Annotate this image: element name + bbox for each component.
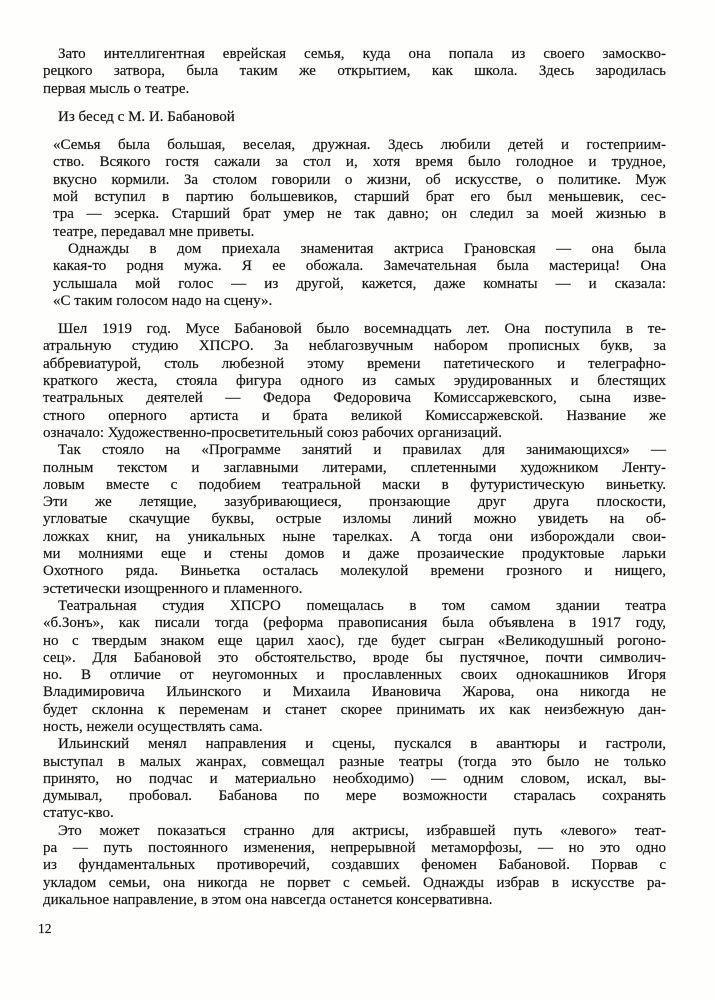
text-line: Ильинский менял направления и сцены, пускался в авантюры и гастроли, xyxy=(58,736,666,753)
text-line: «С таким голосом надо на сцену». xyxy=(53,292,273,309)
paragraph xyxy=(43,823,666,909)
text-line: полным текстом и заглавными литерами, сплетенными художником Ленту- xyxy=(43,459,666,476)
page-number: 12 xyxy=(38,921,52,936)
paragraph xyxy=(43,321,666,442)
text-line: какая-то родня мужа. Я ее обожала. Замечательная была мастерица! Она xyxy=(53,258,666,275)
text-line: статус-кво. xyxy=(43,805,114,822)
paragraph xyxy=(43,442,666,598)
paragraph xyxy=(43,598,666,736)
quote-paragraph xyxy=(43,241,666,310)
text-line: выступал в малых жанрах, совмещал разные театры (тогда это было не только xyxy=(43,753,666,770)
text-line: Зато интеллигентная еврейская семья, куда она попала из своего замоскво- xyxy=(58,46,666,62)
text-line: ложках книг, на уникальных ныне тарелках. А тогда они изборождали свои- xyxy=(43,528,666,545)
text-line: первая мысль о театре. xyxy=(43,80,190,97)
text-line: ловым вместе с подобием театральной маски в футуристическую виньетку. xyxy=(43,476,666,493)
text-line: рецкого затвора, была таким же открытием, как школа. Здесь зародилась xyxy=(43,63,666,80)
text-line: Из бесед с М. И. Бабановой xyxy=(58,108,235,125)
paragraph xyxy=(43,736,666,822)
quote-paragraph xyxy=(43,137,666,241)
text-line: театральных деятелей — Федора Федоровича Комиссаржевского, сына изве- xyxy=(43,390,666,407)
text-line: «Семья была большая, веселая, дружная. Здесь любили детей и гостеприим- xyxy=(53,137,666,154)
text-line: услышала мой голос — из другой, кажется, даже комнаты — и сказала: xyxy=(53,275,666,292)
text-line: Владимировича Ильинского и Михаила Ивановича Жарова, она никогда не xyxy=(43,684,666,701)
text-line: театре, передавал мне приветы. xyxy=(53,223,255,240)
text-line: Шел 1919 год. Мусе Бабановой было восемнадцать лет. Она поступила в те- xyxy=(58,321,666,338)
text-line: думывал, пробовал. Бабанова по мере возможности старалась сохранять xyxy=(43,788,666,805)
text-line: Так стояло на «Программе занятий и правилах для занимающихся» — xyxy=(58,442,666,459)
text-line: тра — эсерка. Старший брат умер не так давно; он следил за моей жизнью в xyxy=(53,206,666,223)
text-line: сец». Для Бабановой это обстоятельство, вроде бы пустячное, почти символич- xyxy=(43,649,666,666)
text-line: Охотного ряда. Виньетка осталась молекулой времени грозного и нищего, xyxy=(43,563,666,580)
text-line: ра — путь постоянного изменения, непрерывной метаморфозы, — но это одно xyxy=(43,840,666,857)
text-line: ство. Всякого гостя сажали за стол и, хотя время было голодное и трудное, xyxy=(53,154,666,171)
text-line: аббревиатурой, столь любезной этому времени патетического и телеграфно- xyxy=(43,355,666,372)
text-line: ность, нежели осуществлять сама. xyxy=(43,718,263,735)
text-line: принято, но подчас и материально необходимо) — одним словом, искал, вы- xyxy=(43,770,666,787)
text-line: угловатые скачущие буквы, острые изломы линий можно увидеть на об- xyxy=(43,511,666,528)
text-line: мой вступил в партию большевиков, старший брат его был меньшевик, сес- xyxy=(53,189,666,206)
text-line: атральную студию ХПСРО. За неблагозвучным набором прописных букв, за xyxy=(43,338,666,355)
text-line: означало: Художественно-просветительный союз рабочих организаций. xyxy=(43,424,502,441)
text-line: из фундаментальных противоречий, создавших феномен Бабановой. Порвав с xyxy=(43,857,666,874)
text-block xyxy=(43,46,666,909)
text-line: Эти же летящие, зазубривающиеся, пронзающие друг друга плоскости, xyxy=(43,494,666,511)
text-line: краткого жеста, стояла фигура одного из самых эрудированных и блестящих xyxy=(43,373,666,390)
paragraph xyxy=(43,46,666,98)
text-line: Это может показаться странно для актрисы, избравшей путь «левого» теат- xyxy=(58,822,666,839)
text-line: но. В отличие от неугомонных и прославленных своих однокашников Игоря xyxy=(43,667,666,684)
text-line: стного оперного артиста и брата великой Комиссаржевской. Название же xyxy=(43,407,666,424)
text-line: будет склонна к переменам и станет скорее принимать их как неизбежную дан- xyxy=(43,701,666,718)
text-line: эстетически изощренного и пламенного. xyxy=(43,580,303,597)
text-line: укладом семьи, она никогда не порвет с семьей. Однажды избрав в искусстве ра- xyxy=(43,874,666,891)
text-line: Однажды в дом приехала знаменитая актриса Грановская — она была xyxy=(68,240,666,257)
text-line: «б.Зонъ», как писали тогда (реформа правописания была объявлена в 1917 году, xyxy=(43,615,666,632)
text-line: дикальное направление, в этом она навсегда останется консервативна. xyxy=(43,891,493,908)
text-line: вкусно кормили. За столом говорили о жизни, об искусстве, о политике. Муж xyxy=(53,171,666,188)
text-line: Театральная студия ХПСРО помещалась в том самом здании театра xyxy=(58,597,666,614)
interview-source-heading xyxy=(43,109,666,126)
text-line: но с твердым знаком еще царил хаос), где будет сыгран «Великодушный рогоно- xyxy=(43,632,666,649)
text-line: ми молниями еще и стены домов и даже прозаические продуктовые ларьки xyxy=(43,546,666,563)
